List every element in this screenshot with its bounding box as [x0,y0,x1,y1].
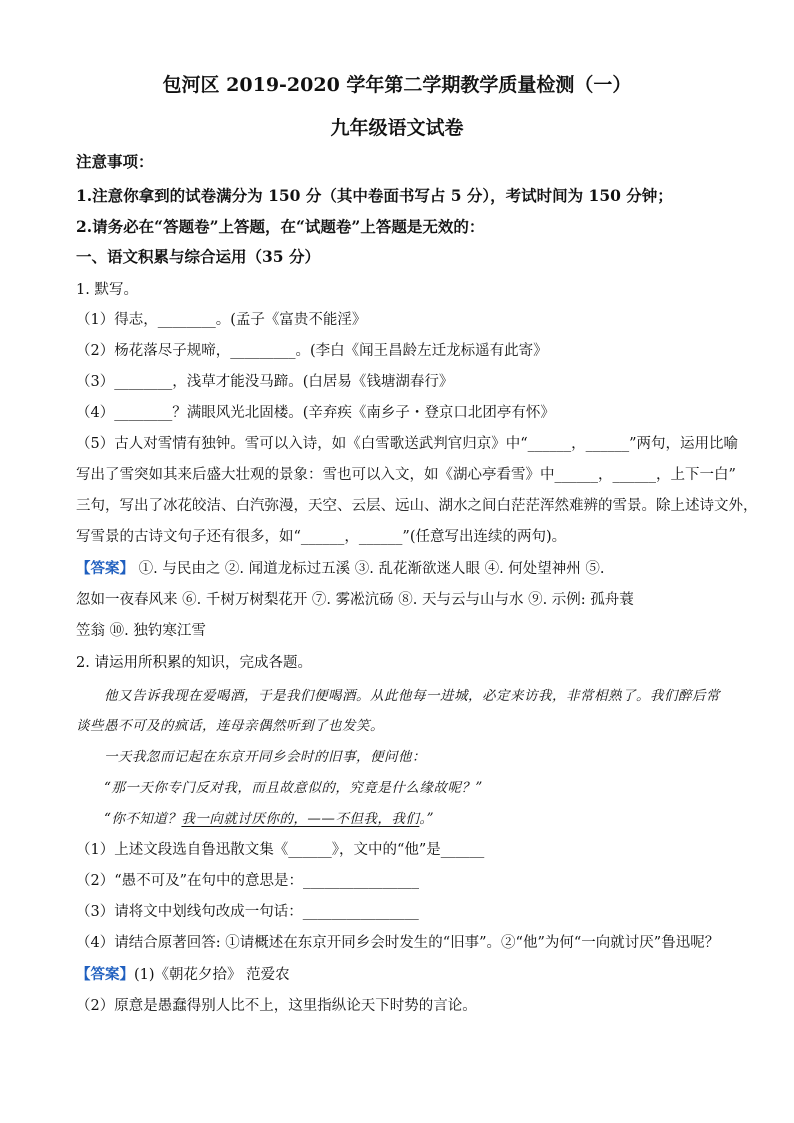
q2-stem: 2. 请运用所积累的知识，完成各题。 [76,655,312,671]
notes-heading: 注意事项： [76,152,154,171]
q1-stem: 1. 默写。 [76,282,138,298]
q1-answer-tag: 【答案】 [76,560,134,577]
q2-passage-2: 一天我忽而记起在东京开同乡会时的旧事，便问他： [104,749,426,765]
q2-answer-text-1: (1)《朝花夕拾》 范爱农 [134,967,290,983]
page-title: 包河区 2019-2020 学年第二学期教学质量检测（一） [162,74,632,96]
q2-answer-line-1 [76,963,734,984]
q1-line-4: （4）________？满眼风光北固楼。(辛弃疾《南乡子・登京口北团亭有怀》 [76,405,555,421]
q2-passage-4-pre: “你不知道？ [104,811,182,827]
q2-passage-4 [104,807,734,827]
q1-line-5a: （5）古人对雪情有独钟。雪可以入诗，如《白雪歌送武判官归京》中“______，______”两句，运用比喻 [76,436,739,452]
q2-sub-2: （2）“愚不可及”在句中的意思是：________________ [76,873,420,889]
q1-line-2: （2）杨花落尽子规啼，_________。(李白《闻王昌龄左迁龙标遥有此寄》 [76,343,548,359]
notes-item-2: 2.请务必在“答题卷”上答题，在“试题卷”上答题是无效的： [76,217,485,236]
section-heading: 一、语文积累与综合运用（35 分） [76,247,320,266]
notes-item-1: 1.注意你拿到的试卷满分为 150 分（其中卷面书写占 5 分），考试时间为 150 分钟； [76,186,673,205]
q2-passage-3: “那一天你专门反对我，而且故意似的，究竟是什么缘故呢？” [104,780,483,796]
q1-line-5d: 写雪景的古诗文句子还有很多，如“______，______”(任意写出连续的两句)。 [76,529,567,545]
q2-underlined-sentence: 我一向就讨厌你的，——不但我，我们 [181,811,420,827]
q1-line-5c: 三句，写出了冰花皎洁、白汽弥漫，天空、云层、远山、湖水之间白茫茫浑然难辨的雪景。除上述诗文外， [76,498,758,514]
q1-answer-line-1 [76,557,734,578]
q2-passage-1a: 他又告诉我现在爱喝酒，于是我们便喝酒。从此他每一进城，必定来访我，非常相熟了。我们醉后常 [104,688,720,704]
q1-line-3: （3）________，浅草才能没马蹄。(白居易《钱塘湖春行》 [76,374,454,390]
q2-passage-1b: 谈些愚不可及的疯话，连母亲偶然听到了也发笑。 [76,718,384,734]
q2-sub-4: （4）请结合原著回答: ①请概述在东京开同乡会时发生的“旧事”。②“他”为何“一向就讨厌”鲁迅呢？ [76,935,720,951]
page-subtitle: 九年级语文试卷 [330,117,464,139]
q1-answer-line-2: 忽如一夜春风来 ⑥. 千树万树梨花开 ⑦. 雾凇沆砀 ⑧. 天与云与山与水 ⑨. 示例: 孤舟蓑 [76,592,634,608]
q2-passage-4-post: 。” [419,811,435,827]
q2-answer-tag: 【答案】 [76,966,134,983]
q1-answer-text-1: ①. 与民由之 ②. 闻道龙标过五溪 ③. 乱花渐欲迷人眼 ④. 何处望神州 ⑤. [134,561,605,577]
q2-sub-3: （3）请将文中划线句改成一句话：________________ [76,904,419,920]
q1-line-5b: 写出了雪突如其来后盛大壮观的景象：雪也可以入文，如《湖心亭看雪》中______，______，上下一白” [76,467,736,483]
q1-line-1: （1）得志，________。(孟子《富贵不能淫》 [76,312,367,328]
q1-answer-line-3: 笠翁 ⑩. 独钓寒江雪 [76,623,206,639]
q2-answer-line-2: （2）原意是愚蠢得别人比不上，这里指纵论天下时势的言论。 [76,998,477,1014]
q2-sub-1: （1）上述文段选自鲁迅散文集《______》，文中的“他”是______ [76,842,485,858]
